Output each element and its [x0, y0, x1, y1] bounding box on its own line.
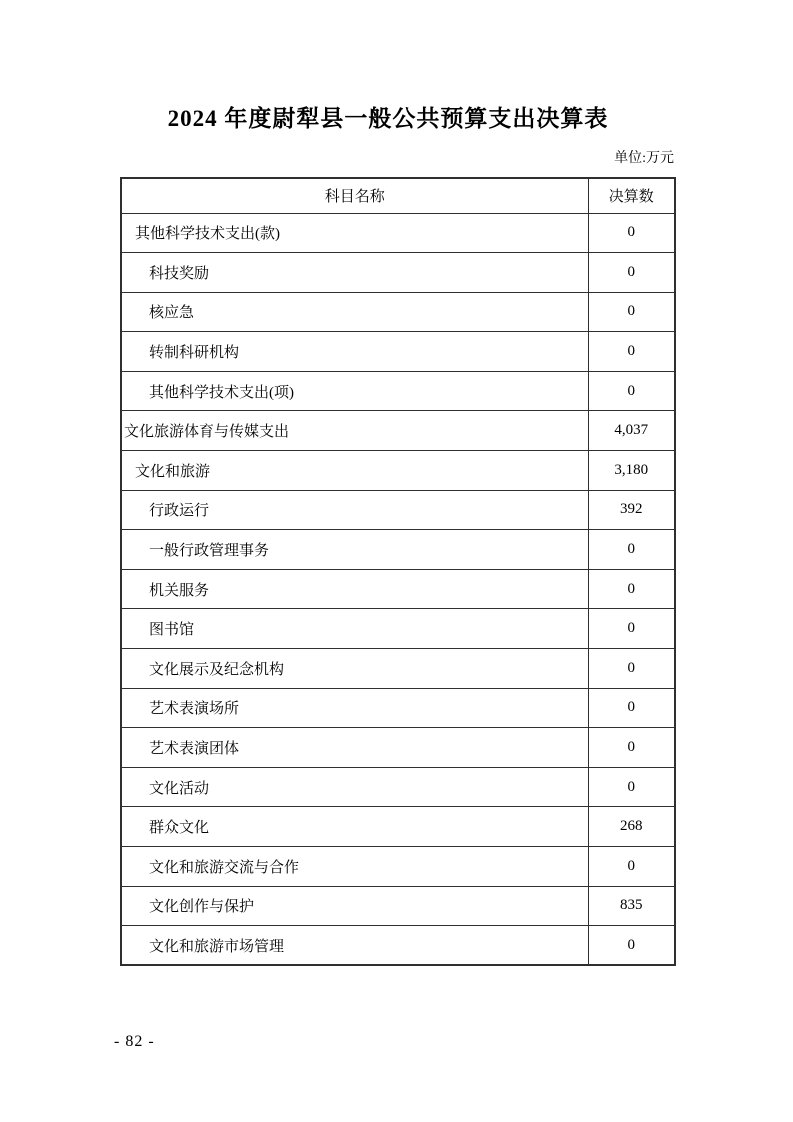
subject-cell: 科技奖励: [121, 253, 588, 293]
page-title: 2024 年度尉犁县一般公共预算支出决算表: [167, 106, 609, 131]
table-row: [121, 847, 675, 887]
table-row: [121, 807, 675, 847]
subject-cell: 其他科学技术支出(款): [121, 213, 588, 253]
subject-cell: 图书馆: [121, 609, 588, 649]
amount-cell: 0: [588, 371, 675, 411]
amount-cell: 0: [588, 332, 675, 372]
unit-label: 单位:万元: [614, 151, 674, 166]
table-row: [121, 609, 675, 649]
amount-cell: 0: [588, 728, 675, 768]
subject-cell: 文化展示及纪念机构: [121, 649, 588, 689]
subject-cell: 文化和旅游: [121, 451, 588, 491]
subject-cell: 文化旅游体育与传媒支出: [121, 411, 588, 451]
amount-cell: 0: [588, 609, 675, 649]
table-row: [121, 649, 675, 689]
table-header-row: [121, 178, 675, 213]
subject-cell: 文化和旅游市场管理: [121, 926, 588, 966]
table-row: [121, 292, 675, 332]
amount-cell: 0: [588, 569, 675, 609]
amount-cell: 0: [588, 253, 675, 293]
table-row: [121, 926, 675, 966]
page-number: - 82 -: [114, 1033, 155, 1050]
table-body: [121, 213, 675, 965]
amount-cell: 3,180: [588, 451, 675, 491]
table-row: [121, 411, 675, 451]
amount-cell: 0: [588, 926, 675, 966]
subject-cell: 群众文化: [121, 807, 588, 847]
amount-cell: 0: [588, 292, 675, 332]
table-row: [121, 490, 675, 530]
table-row: [121, 332, 675, 372]
subject-cell: 艺术表演团体: [121, 728, 588, 768]
table-row: [121, 371, 675, 411]
table-row: [121, 767, 675, 807]
table-row: [121, 728, 675, 768]
subject-cell: 一般行政管理事务: [121, 530, 588, 570]
subject-cell: 文化创作与保护: [121, 886, 588, 926]
subject-cell: 文化活动: [121, 767, 588, 807]
amount-cell: 268: [588, 807, 675, 847]
column-header-subject: 科目名称: [121, 178, 588, 213]
table-row: [121, 688, 675, 728]
amount-cell: 392: [588, 490, 675, 530]
subject-cell: 其他科学技术支出(项): [121, 371, 588, 411]
amount-cell: 0: [588, 767, 675, 807]
column-header-amount: 决算数: [588, 178, 675, 213]
table-row: [121, 253, 675, 293]
table-row: [121, 530, 675, 570]
subject-cell: 文化和旅游交流与合作: [121, 847, 588, 887]
amount-cell: 0: [588, 847, 675, 887]
table-row: [121, 886, 675, 926]
subject-cell: 行政运行: [121, 490, 588, 530]
table-row: [121, 569, 675, 609]
table-row: [121, 451, 675, 491]
subject-cell: 机关服务: [121, 569, 588, 609]
subject-cell: 核应急: [121, 292, 588, 332]
amount-cell: 0: [588, 530, 675, 570]
subject-cell: 转制科研机构: [121, 332, 588, 372]
amount-cell: 0: [588, 688, 675, 728]
amount-cell: 4,037: [588, 411, 675, 451]
amount-cell: 0: [588, 213, 675, 253]
amount-cell: 0: [588, 649, 675, 689]
amount-cell: 835: [588, 886, 675, 926]
budget-table: [120, 177, 676, 966]
subject-cell: 艺术表演场所: [121, 688, 588, 728]
table-row: [121, 213, 675, 253]
